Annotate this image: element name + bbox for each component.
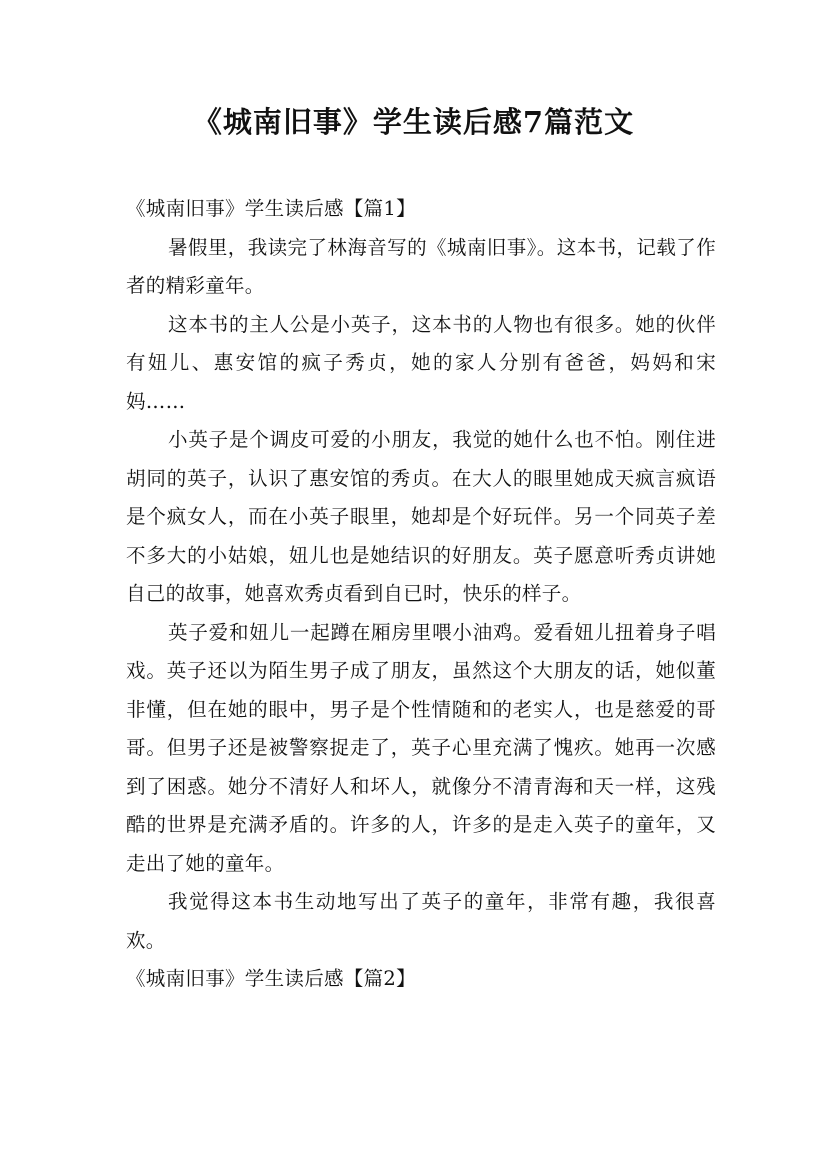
document-title: 《城南旧事》学生读后感7篇范文 — [192, 105, 635, 139]
document-body — [126, 190, 716, 999]
paragraph: 这本书的主人公是小英子，这本书的人物也有很多。她的伙伴有妞儿、惠安馆的疯子秀贞，她的家人分别有爸爸，妈妈和宋妈…… — [126, 312, 716, 413]
section-heading-2: 《城南旧事》学生读后感【篇2】 — [126, 967, 416, 990]
paragraph: 小英子是个调皮可爱的小朋友，我觉的她什么也不怕。刚住进胡同的英子，认识了惠安馆的秀贞。在大人的眼里她成天疯言疯语是个疯女人，而在小英子眼里，她却是个好玩伴。另一个同英子差不多大的小姑娘，妞儿也是她结识的好朋友。英子愿意听秀贞讲她自己的故事，她喜欢秀贞看到自已时，快乐的样子。 — [126, 428, 716, 605]
paragraph: 英子爱和妞儿一起蹲在厢房里喂小油鸡。爱看妞儿扭着身子唱戏。英子还以为陌生男子成了朋友，虽然这个大朋友的话，她似董非懂，但在她的眼中，男子是个性情随和的老实人，也是慈爱的哥哥。但男子还是被警察捉走了，英子心里充满了愧疚。她再一次感到了困惑。她分不清好人和坏人，就像分不清青海和天一样，这残酷的世界是充满矛盾的。许多的人，许多的是走入英子的童年，又走出了她的童年。 — [126, 620, 716, 875]
paragraph: 暑假里，我读完了林海音写的《城南旧事》。这本书，记载了作者的精彩童年。 — [126, 235, 716, 297]
paragraph: 我觉得这本书生动地写出了英子的童年，非常有趣，我很喜欢。 — [126, 890, 716, 952]
section-heading-1: 《城南旧事》学生读后感【篇1】 — [126, 197, 416, 220]
